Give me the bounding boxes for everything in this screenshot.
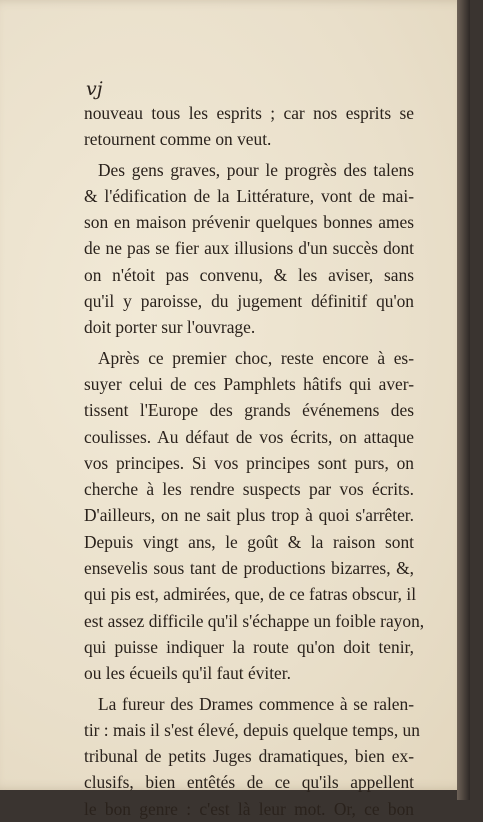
text-line: tissent l'Europe des grands événemens des <box>84 400 414 421</box>
text-line: on n'étoit pas convenu, & les aviser, sans <box>84 264 414 285</box>
text-line: Après ce premier choc, reste encore à es- <box>98 347 414 368</box>
text-line: La fureur des Drames commence à se ralen- <box>98 693 414 714</box>
text-line: son en maison prévenir quelques bonnes ames <box>84 212 414 233</box>
text-line: doit porter sur l'ouvrage. <box>84 317 256 338</box>
page-number: vj <box>86 78 103 100</box>
text-line: qui puisse indiquer la route qu'on doit tenir, <box>84 636 414 657</box>
text-line: qui pis est, admirées, que, de ce fatras obscur, il <box>84 584 417 605</box>
text-line: D'ailleurs, on ne sait plus trop à quoi s'arrêter. <box>84 505 414 526</box>
text-line: retournent comme on veut. <box>84 129 272 150</box>
text-line: de ne pas se fier aux illusions d'un succès dont <box>84 238 414 259</box>
paragraph-2 <box>84 157 414 341</box>
text-line: coulisses. Au défaut de vos écrits, on attaque <box>84 426 414 447</box>
text-line: ensevelis sous tant de productions bizarres, &, <box>84 558 414 579</box>
text-line: clusifs, bien entêtés de ce qu'ils appellent <box>84 772 414 793</box>
text-line: tir : mais il s'est élevé, depuis quelque temps, un <box>84 719 420 740</box>
text-line: tribunal de petits Juges dramatiques, bien ex- <box>84 746 414 767</box>
paragraph-4 <box>84 691 420 822</box>
paragraph-3 <box>84 345 425 687</box>
body-text <box>84 100 425 822</box>
page-fold-shadow <box>457 0 470 800</box>
text-line: suyer celui de ces Pamphlets hâtifs qui aver- <box>84 373 414 394</box>
text-line: nouveau tous les esprits ; car nos esprits se <box>84 103 414 123</box>
text-line: Des gens graves, pour le progrès des talens <box>98 159 414 180</box>
text-line: est assez difficile qu'il s'échappe un foible rayon, <box>84 610 425 631</box>
text-line: vos principes. Si vos principes sont purs, on <box>84 452 414 473</box>
text-line: le bon genre : c'est là leur mot. Or, ce bon <box>84 798 414 819</box>
text-line: cherche à les rendre suspects par vos écrits. <box>84 479 414 500</box>
text-line: qu'il y paroisse, du jugement définitif qu'on <box>84 291 414 312</box>
text-line: Depuis vingt ans, le goût & la raison sont <box>84 531 414 552</box>
paragraph-1 <box>84 100 414 153</box>
text-line: & l'édification de la Littérature, vont de mai- <box>84 185 414 206</box>
text-line: ou les écueils qu'il faut éviter. <box>84 663 291 684</box>
